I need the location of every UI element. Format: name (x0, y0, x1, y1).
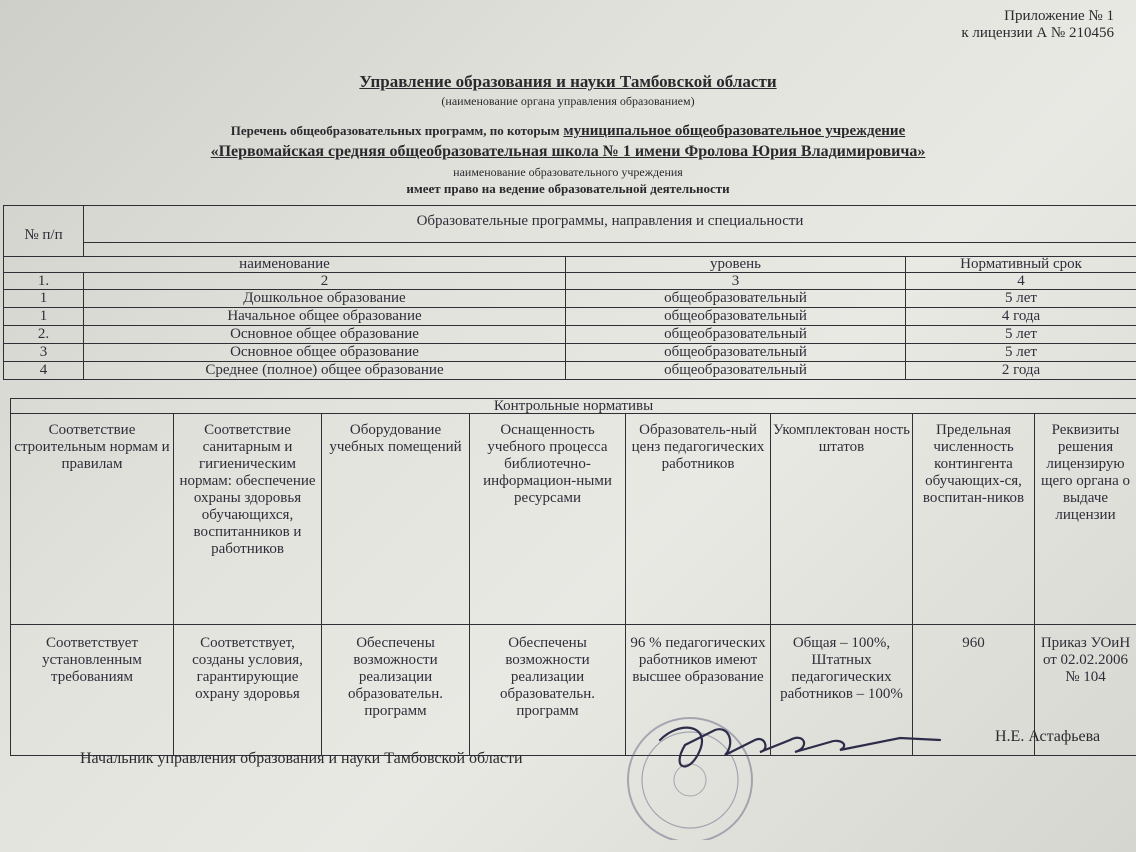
norms-title: Контрольные нормативы (11, 399, 1136, 414)
norm-header: Реквизиты решения лицензирую щего органа о выдаче лицензии (1035, 414, 1136, 625)
row-num: 2. (4, 326, 84, 344)
authority-name: Управление образования и науки Тамбовской области (359, 72, 777, 91)
row-level: общеобразовательный (566, 362, 906, 380)
norm-value: Общая – 100%, Штатных педагогических работников – 100% (771, 625, 913, 756)
header-term: Нормативный срок (906, 257, 1136, 273)
programs-group-header: Образовательные программы, направления и специальности (84, 206, 1136, 243)
norm-value: Обеспечены возможности реализации образовательн. программ (470, 625, 626, 756)
signatory-position: Начальник управления образования и науки Тамбовской области (80, 750, 523, 767)
row-level: общеобразовательный (566, 308, 906, 326)
index-cell: 4 (906, 273, 1136, 290)
norm-header: Предельная численность контингента обучающих-ся, воспитан-ников (913, 414, 1035, 625)
institution-type: муниципальное общеобразовательное учреждение (563, 123, 906, 139)
row-name: Начальное общее образование (84, 308, 566, 326)
right-statement: имеет право на ведение образовательной деятельности (406, 181, 730, 196)
stamp-and-signature (540, 700, 1020, 840)
table-row (4, 362, 1136, 380)
table-row (4, 290, 1136, 308)
spacer-row (84, 243, 1136, 257)
row-num: 4 (4, 362, 84, 380)
norm-header: Соответствие строительным нормам и правилам (11, 414, 174, 625)
seal-stamp (628, 718, 752, 840)
table-row (4, 308, 1136, 326)
norm-header: Оборудование учебных помещений (322, 414, 470, 625)
row-level: общеобразовательный (566, 344, 906, 362)
row-name: Основное общее образование (84, 344, 566, 362)
authority-caption: (наименование органа управления образованием) (441, 94, 695, 108)
row-term: 5 лет (906, 344, 1136, 362)
row-level: общеобразовательный (566, 326, 906, 344)
row-num: 1 (4, 290, 84, 308)
row-term: 5 лет (906, 326, 1136, 344)
col-num-header: № п/п (4, 206, 84, 257)
row-num: 1 (4, 308, 84, 326)
norm-header: Оснащенность учебного процесса библиотечно-информацион-ными ресурсами (470, 414, 626, 625)
norm-value: 96 % педагогических работников имеют высшее образование (626, 625, 771, 756)
institution-caption: наименование образовательного учреждения (453, 165, 683, 179)
norm-value: Соответствует установленным требованиям (11, 625, 174, 756)
norm-value: 960 (913, 625, 1035, 756)
norm-value: Обеспечены возможности реализации образовательн. программ (322, 625, 470, 756)
table-row (4, 344, 1136, 362)
intro-line (0, 123, 1136, 140)
row-name: Основное общее образование (84, 326, 566, 344)
header-level: уровень (566, 257, 906, 273)
table-row (4, 326, 1136, 344)
norm-value: Соответствует, созданы условия, гарантирующие охрану здоровья (174, 625, 322, 756)
row-term: 2 года (906, 362, 1136, 380)
index-cell: 3 (566, 273, 906, 290)
header-name: наименование (4, 257, 566, 273)
index-cell: 1. (4, 273, 84, 290)
row-num: 3 (4, 344, 84, 362)
programs-table (3, 205, 1136, 380)
signatory-name: Н.Е. Астафьева (995, 728, 1101, 745)
norm-header: Укомплектован ность штатов (771, 414, 913, 625)
row-level: общеобразовательный (566, 290, 906, 308)
norm-value: Приказ УОиН от 02.02.2006 № 104 (1035, 625, 1136, 756)
row-name: Дошкольное образование (84, 290, 566, 308)
norm-header: Соответствие санитарным и гигиеническим нормам: обеспечение охраны здоровья обучающихся, воспитанников и работников (174, 414, 322, 625)
norm-header: Образователь-ный ценз педагогических работников (626, 414, 771, 625)
appendix-line-1: Приложение № 1 (1004, 8, 1114, 24)
appendix-line-2: к лицензии А № 210456 (961, 25, 1114, 41)
row-term: 5 лет (906, 290, 1136, 308)
intro-lead: Перечень общеобразовательных программ, по которым (230, 123, 560, 138)
row-name: Среднее (полное) общее образование (84, 362, 566, 380)
row-term: 4 года (906, 308, 1136, 326)
index-cell: 2 (84, 273, 566, 290)
appendix-label (961, 8, 1114, 42)
institution-name: «Первомайская средняя общеобразовательная школа № 1 имени Фролова Юрия Владимировича» (210, 143, 926, 160)
